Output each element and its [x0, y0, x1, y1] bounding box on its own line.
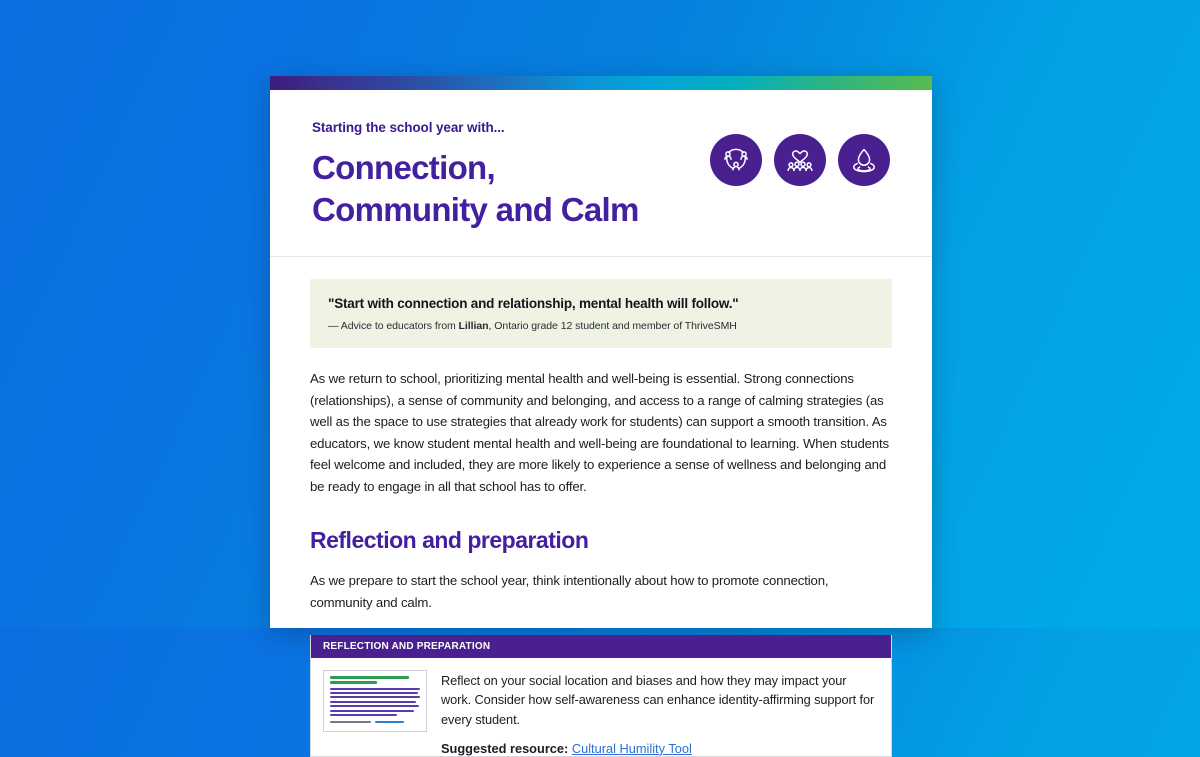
- section-heading: Reflection and preparation: [310, 527, 589, 554]
- resource-link[interactable]: Cultural Humility Tool: [571, 740, 692, 756]
- suggested-resource-label: Suggested resource:: [441, 740, 569, 756]
- document-card: [270, 76, 932, 756]
- attribution-name: Lillian: [458, 320, 489, 332]
- quote-callout: [310, 279, 892, 348]
- quote-text: "Start with connection and relationship, mental health will follow.": [328, 296, 739, 311]
- reflection-card-body: [311, 658, 891, 756]
- calm-droplet-icon: [838, 134, 890, 186]
- document-header: [270, 90, 932, 257]
- reflection-card-header: REFLECTION AND PREPARATION: [311, 635, 891, 658]
- community-icon: [774, 134, 826, 186]
- suggested-resource-line: [441, 741, 877, 756]
- attribution-suffix: , Ontario grade 12 student and member of ThriveSMH: [488, 320, 737, 332]
- page-title-line-2: Community and Calm: [312, 191, 639, 229]
- resource-thumbnail[interactable]: [323, 670, 427, 732]
- header-icon-row: [710, 134, 890, 186]
- reflection-and-preparation-card: [310, 635, 892, 757]
- gradient-accent-bar: [270, 76, 932, 90]
- reflection-card-text: [441, 670, 877, 756]
- intro-paragraph: As we return to school, prioritizing mental health and well-being is essential. Strong connections (relationships), a sense of community and belonging, and access to a range of calming strategies (as well as the space to use strategies that already work for students) can support a smooth transition. As educators, we know student mental health and well-being are foundational to learning. When students feel welcome and included, they are more likely to experience a sense of wellness and belonging and be ready to engage in all that school has to offer.: [310, 371, 889, 494]
- quote-attribution: [328, 320, 874, 332]
- connection-icon: [710, 134, 762, 186]
- page-title-line-1: Connection,: [312, 149, 495, 186]
- eyebrow-text: Starting the school year with...: [312, 120, 505, 135]
- reflection-description: Reflect on your social location and biases and how they may impact your work. Consider how self-awareness can enhance identity-affirming support for every student.: [441, 673, 875, 727]
- attribution-prefix: — Advice to educators from: [328, 320, 459, 332]
- section-paragraph: As we prepare to start the school year, think intentionally about how to promote connection, community and calm.: [310, 573, 829, 610]
